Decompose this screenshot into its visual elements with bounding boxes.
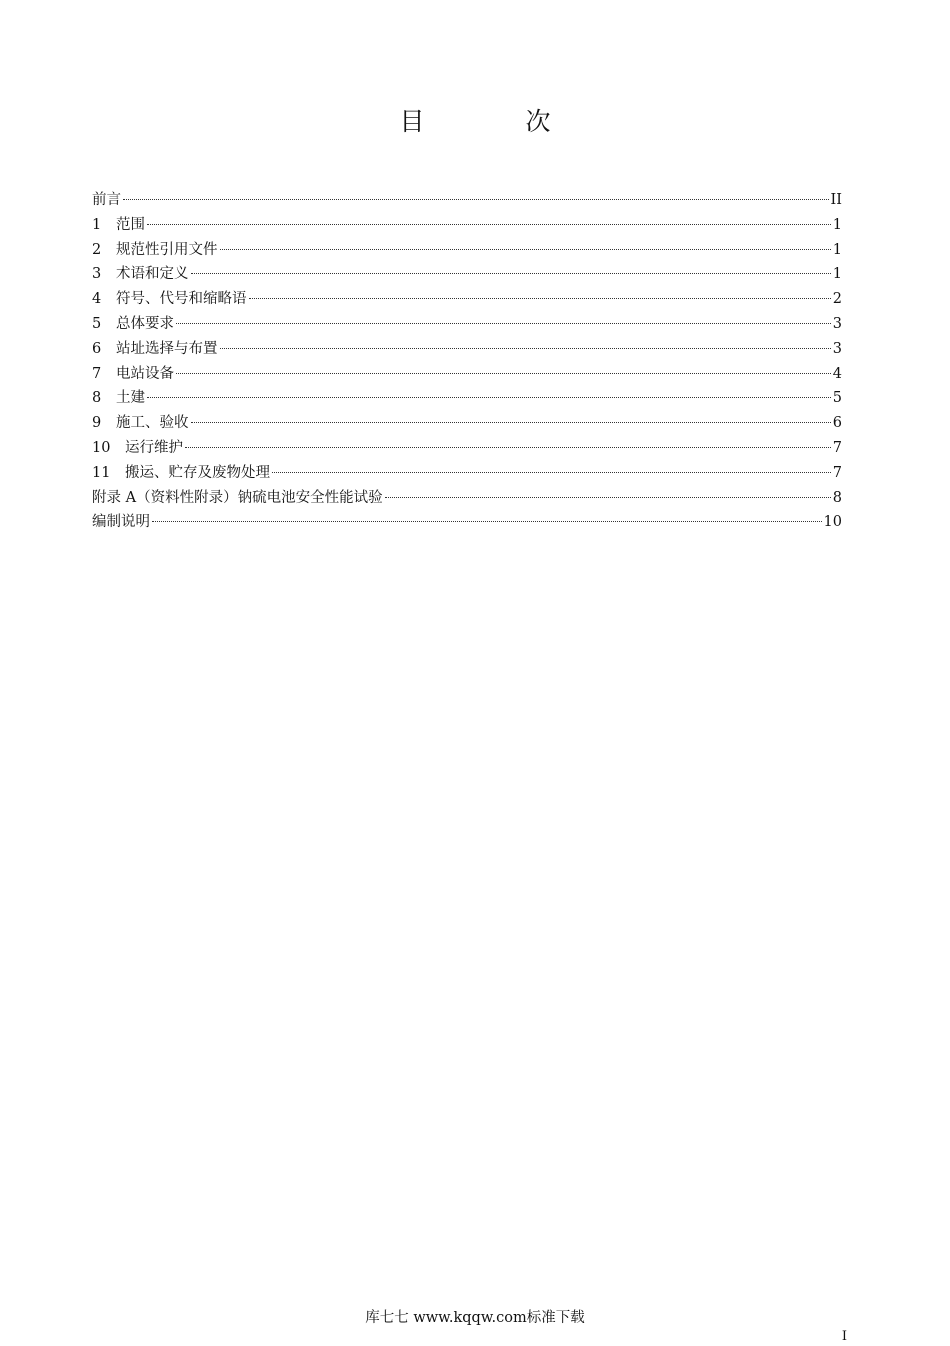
toc-entry-foreword[interactable] xyxy=(92,188,842,213)
toc-entry-4[interactable] xyxy=(92,287,842,312)
toc-entry-number: 11 xyxy=(92,464,111,481)
toc-entry-page: 7 xyxy=(832,464,842,481)
toc-entry-label: 前言 xyxy=(92,192,121,208)
toc-entry-10[interactable] xyxy=(92,436,842,461)
dot-leader xyxy=(220,248,831,250)
toc-entry-3[interactable] xyxy=(92,262,842,287)
toc-entry-page: 6 xyxy=(832,415,842,432)
toc-entry-page: II xyxy=(830,192,842,208)
toc-entry-page: 1 xyxy=(832,216,842,233)
dot-leader xyxy=(147,223,831,225)
toc-entry-7[interactable] xyxy=(92,362,842,387)
dot-leader xyxy=(220,347,831,349)
toc-entry-label: 附录 A（资料性附录）钠硫电池安全性能试验 xyxy=(92,489,383,506)
toc-entry-page: 4 xyxy=(832,365,842,382)
toc-entry-number: 5 xyxy=(92,315,102,332)
toc-entry-number: 8 xyxy=(92,390,102,407)
footer-watermark-text: 库七七 www.kqqw.com标准下载 xyxy=(365,1310,585,1326)
toc-entry-number: 2 xyxy=(92,241,102,258)
toc-entry-1[interactable] xyxy=(92,213,842,238)
toc-entry-number: 7 xyxy=(92,365,102,382)
toc-entry-page: 7 xyxy=(832,439,842,456)
dot-leader xyxy=(191,272,831,274)
toc-entry-label: 电站设备 xyxy=(116,365,174,382)
toc-entry-page: 8 xyxy=(832,489,842,506)
toc-entry-label: 站址选择与布置 xyxy=(116,340,218,357)
toc-entry-label: 搬运、贮存及废物处理 xyxy=(125,464,270,481)
toc-entry-9[interactable] xyxy=(92,411,842,436)
toc-entry-page: 1 xyxy=(832,241,842,258)
dot-leader xyxy=(272,471,831,473)
dot-leader xyxy=(147,396,831,398)
toc-entry-8[interactable] xyxy=(92,386,842,411)
toc-entry-5[interactable] xyxy=(92,312,842,337)
dot-leader xyxy=(176,372,831,374)
toc-entry-page: 1 xyxy=(832,266,842,283)
toc-entry-label: 范围 xyxy=(116,216,145,233)
dot-leader xyxy=(123,198,829,200)
page-title: 目 次 xyxy=(399,107,589,136)
toc-entry-11[interactable] xyxy=(92,461,842,486)
toc-entry-label: 符号、代号和缩略语 xyxy=(116,291,247,308)
toc-entry-label: 土建 xyxy=(116,390,145,407)
dot-leader xyxy=(185,446,831,448)
page-number: I xyxy=(841,1329,847,1344)
toc-entry-number: 1 xyxy=(92,216,102,233)
toc-entry-label: 总体要求 xyxy=(116,315,174,332)
toc-entry-page: 2 xyxy=(832,291,842,308)
toc-entry-number: 4 xyxy=(92,291,102,308)
toc-entry-label: 编制说明 xyxy=(92,514,150,531)
dot-leader xyxy=(385,496,831,498)
toc-entry-6[interactable] xyxy=(92,337,842,362)
toc-entry-compilation-notes[interactable] xyxy=(92,510,842,535)
toc-entry-appendix-a[interactable] xyxy=(92,486,842,511)
toc-entry-page: 3 xyxy=(832,340,842,357)
toc-entry-number: 10 xyxy=(92,439,111,456)
dot-leader xyxy=(191,421,831,423)
toc-entry-page: 10 xyxy=(823,514,842,531)
toc-entry-label: 运行维护 xyxy=(125,439,183,456)
toc-entry-page: 3 xyxy=(832,315,842,332)
dot-leader xyxy=(152,520,822,522)
toc-entry-label: 术语和定义 xyxy=(116,266,189,283)
toc-entry-number: 6 xyxy=(92,340,102,357)
toc-entry-number: 9 xyxy=(92,415,102,432)
toc-entry-label: 施工、验收 xyxy=(116,415,189,432)
toc-entry-page: 5 xyxy=(832,390,842,407)
toc-entry-number: 3 xyxy=(92,266,102,283)
dot-leader xyxy=(176,322,831,324)
toc-entry-label: 规范性引用文件 xyxy=(116,241,218,258)
dot-leader xyxy=(249,297,831,299)
toc-entry-2[interactable] xyxy=(92,238,842,263)
table-of-contents xyxy=(92,188,842,535)
